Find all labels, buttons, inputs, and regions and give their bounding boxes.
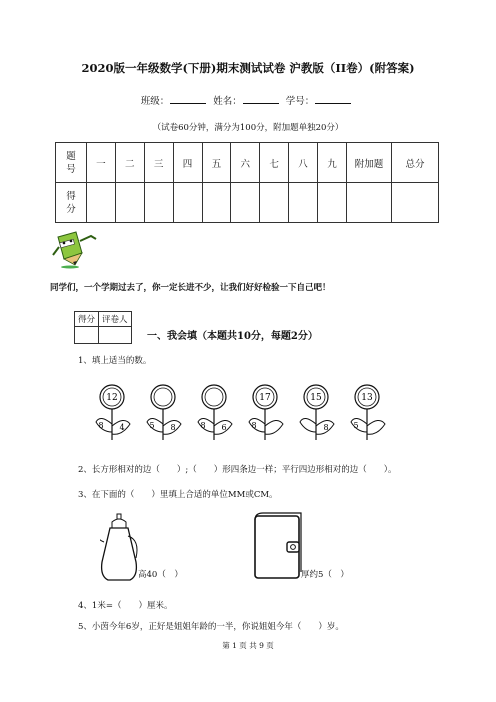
number-flower bbox=[300, 385, 334, 440]
flower-right-number: 8 bbox=[323, 423, 329, 432]
score-table bbox=[55, 142, 439, 223]
flower-left-number: 5 bbox=[149, 421, 155, 430]
kettle-label: 高40（ ） bbox=[138, 570, 183, 580]
score-cell[interactable] bbox=[144, 183, 173, 223]
grader-score-cell[interactable] bbox=[75, 327, 99, 344]
book-label: 厚约5（ ） bbox=[301, 570, 349, 580]
col-3: 三 bbox=[144, 143, 173, 183]
col-1: 一 bbox=[87, 143, 116, 183]
row-header-score: 得分 bbox=[56, 183, 87, 223]
question-1: 1、填上适当的数。 bbox=[78, 356, 152, 366]
flower-left-number: 8 bbox=[251, 421, 257, 430]
kettle-figure bbox=[100, 512, 200, 588]
number-flower bbox=[198, 385, 232, 440]
score-table-row-questions bbox=[56, 143, 439, 183]
flower-left-number: 5 bbox=[353, 421, 359, 430]
col-9: 九 bbox=[318, 143, 347, 183]
score-cell[interactable] bbox=[318, 183, 347, 223]
flower-center-number: 17 bbox=[259, 393, 271, 403]
col-extra: 附加题 bbox=[347, 143, 392, 183]
score-cell[interactable] bbox=[392, 183, 439, 223]
flower-center-number: 13 bbox=[361, 393, 373, 403]
score-cell[interactable] bbox=[347, 183, 392, 223]
col-4: 四 bbox=[173, 143, 202, 183]
encouragement-text: 同学们，一个学期过去了，你一定长进不少，让我们好好检验一下自己吧！ bbox=[50, 283, 331, 293]
score-cell[interactable] bbox=[173, 183, 202, 223]
grader-reviewer-cell[interactable] bbox=[99, 327, 132, 344]
number-flower bbox=[96, 385, 130, 440]
id-blank[interactable] bbox=[315, 94, 351, 104]
score-cell[interactable] bbox=[260, 183, 289, 223]
page-footer: 第 1 页 共 9 页 bbox=[222, 641, 274, 650]
section-title: 一、我会填（本题共10分，每题2分） bbox=[147, 331, 318, 342]
col-total: 总分 bbox=[392, 143, 439, 183]
book-figure bbox=[253, 512, 349, 584]
score-cell[interactable] bbox=[202, 183, 231, 223]
id-label: 学号： bbox=[285, 96, 315, 107]
name-blank[interactable] bbox=[243, 94, 279, 104]
grader-reviewer-label: 评卷人 bbox=[99, 312, 132, 327]
question-5: 5、小茵今年6岁，正好是姐姐年龄的一半，你说姐姐今年（ ）岁。 bbox=[78, 622, 344, 632]
col-6: 六 bbox=[231, 143, 260, 183]
score-cell[interactable] bbox=[87, 183, 116, 223]
flower-left-number: 8 bbox=[200, 421, 206, 430]
number-flowers-diagram bbox=[90, 382, 390, 442]
page-title: 2020版一年级数学(下册)期末测试试卷 沪教版（II卷）(附答案) bbox=[81, 61, 415, 75]
score-cell[interactable] bbox=[231, 183, 260, 223]
row-header-question: 题号 bbox=[56, 143, 87, 183]
number-flower bbox=[249, 385, 283, 440]
flower-center-number: 15 bbox=[310, 393, 322, 403]
flower-right-number: 6 bbox=[221, 423, 227, 432]
col-7: 七 bbox=[260, 143, 289, 183]
flower-right-number: 4 bbox=[119, 423, 125, 432]
score-cell[interactable] bbox=[115, 183, 144, 223]
grader-box bbox=[74, 311, 132, 344]
number-flower bbox=[147, 385, 181, 440]
score-table-row-scores bbox=[56, 183, 439, 223]
name-label: 姓名： bbox=[213, 96, 242, 107]
question-3: 3、在下面的（ ）里填上合适的单位MM或CM。 bbox=[78, 490, 278, 500]
class-blank[interactable] bbox=[170, 94, 206, 104]
question-2: 2、长方形相对的边（ ）;（ ）形四条边一样；平行四边形相对的边（ ）。 bbox=[78, 465, 397, 475]
col-5: 五 bbox=[202, 143, 231, 183]
grader-score-label: 得分 bbox=[75, 312, 99, 327]
question-4: 4、1米=（ ）厘米。 bbox=[78, 601, 173, 611]
flower-figures bbox=[90, 382, 390, 446]
student-info-line bbox=[0, 93, 496, 107]
class-label: 班级： bbox=[140, 96, 170, 107]
exam-note: （试卷60分钟，满分为100分，附加题单独20分） bbox=[152, 123, 344, 133]
number-flower bbox=[351, 385, 385, 440]
score-cell[interactable] bbox=[289, 183, 318, 223]
col-8: 八 bbox=[289, 143, 318, 183]
flower-left-number: 8 bbox=[98, 421, 104, 430]
pencil-mascot-icon bbox=[50, 229, 98, 269]
flower-center-number: 12 bbox=[106, 393, 118, 403]
col-2: 二 bbox=[115, 143, 144, 183]
flower-right-number: 8 bbox=[170, 423, 176, 432]
